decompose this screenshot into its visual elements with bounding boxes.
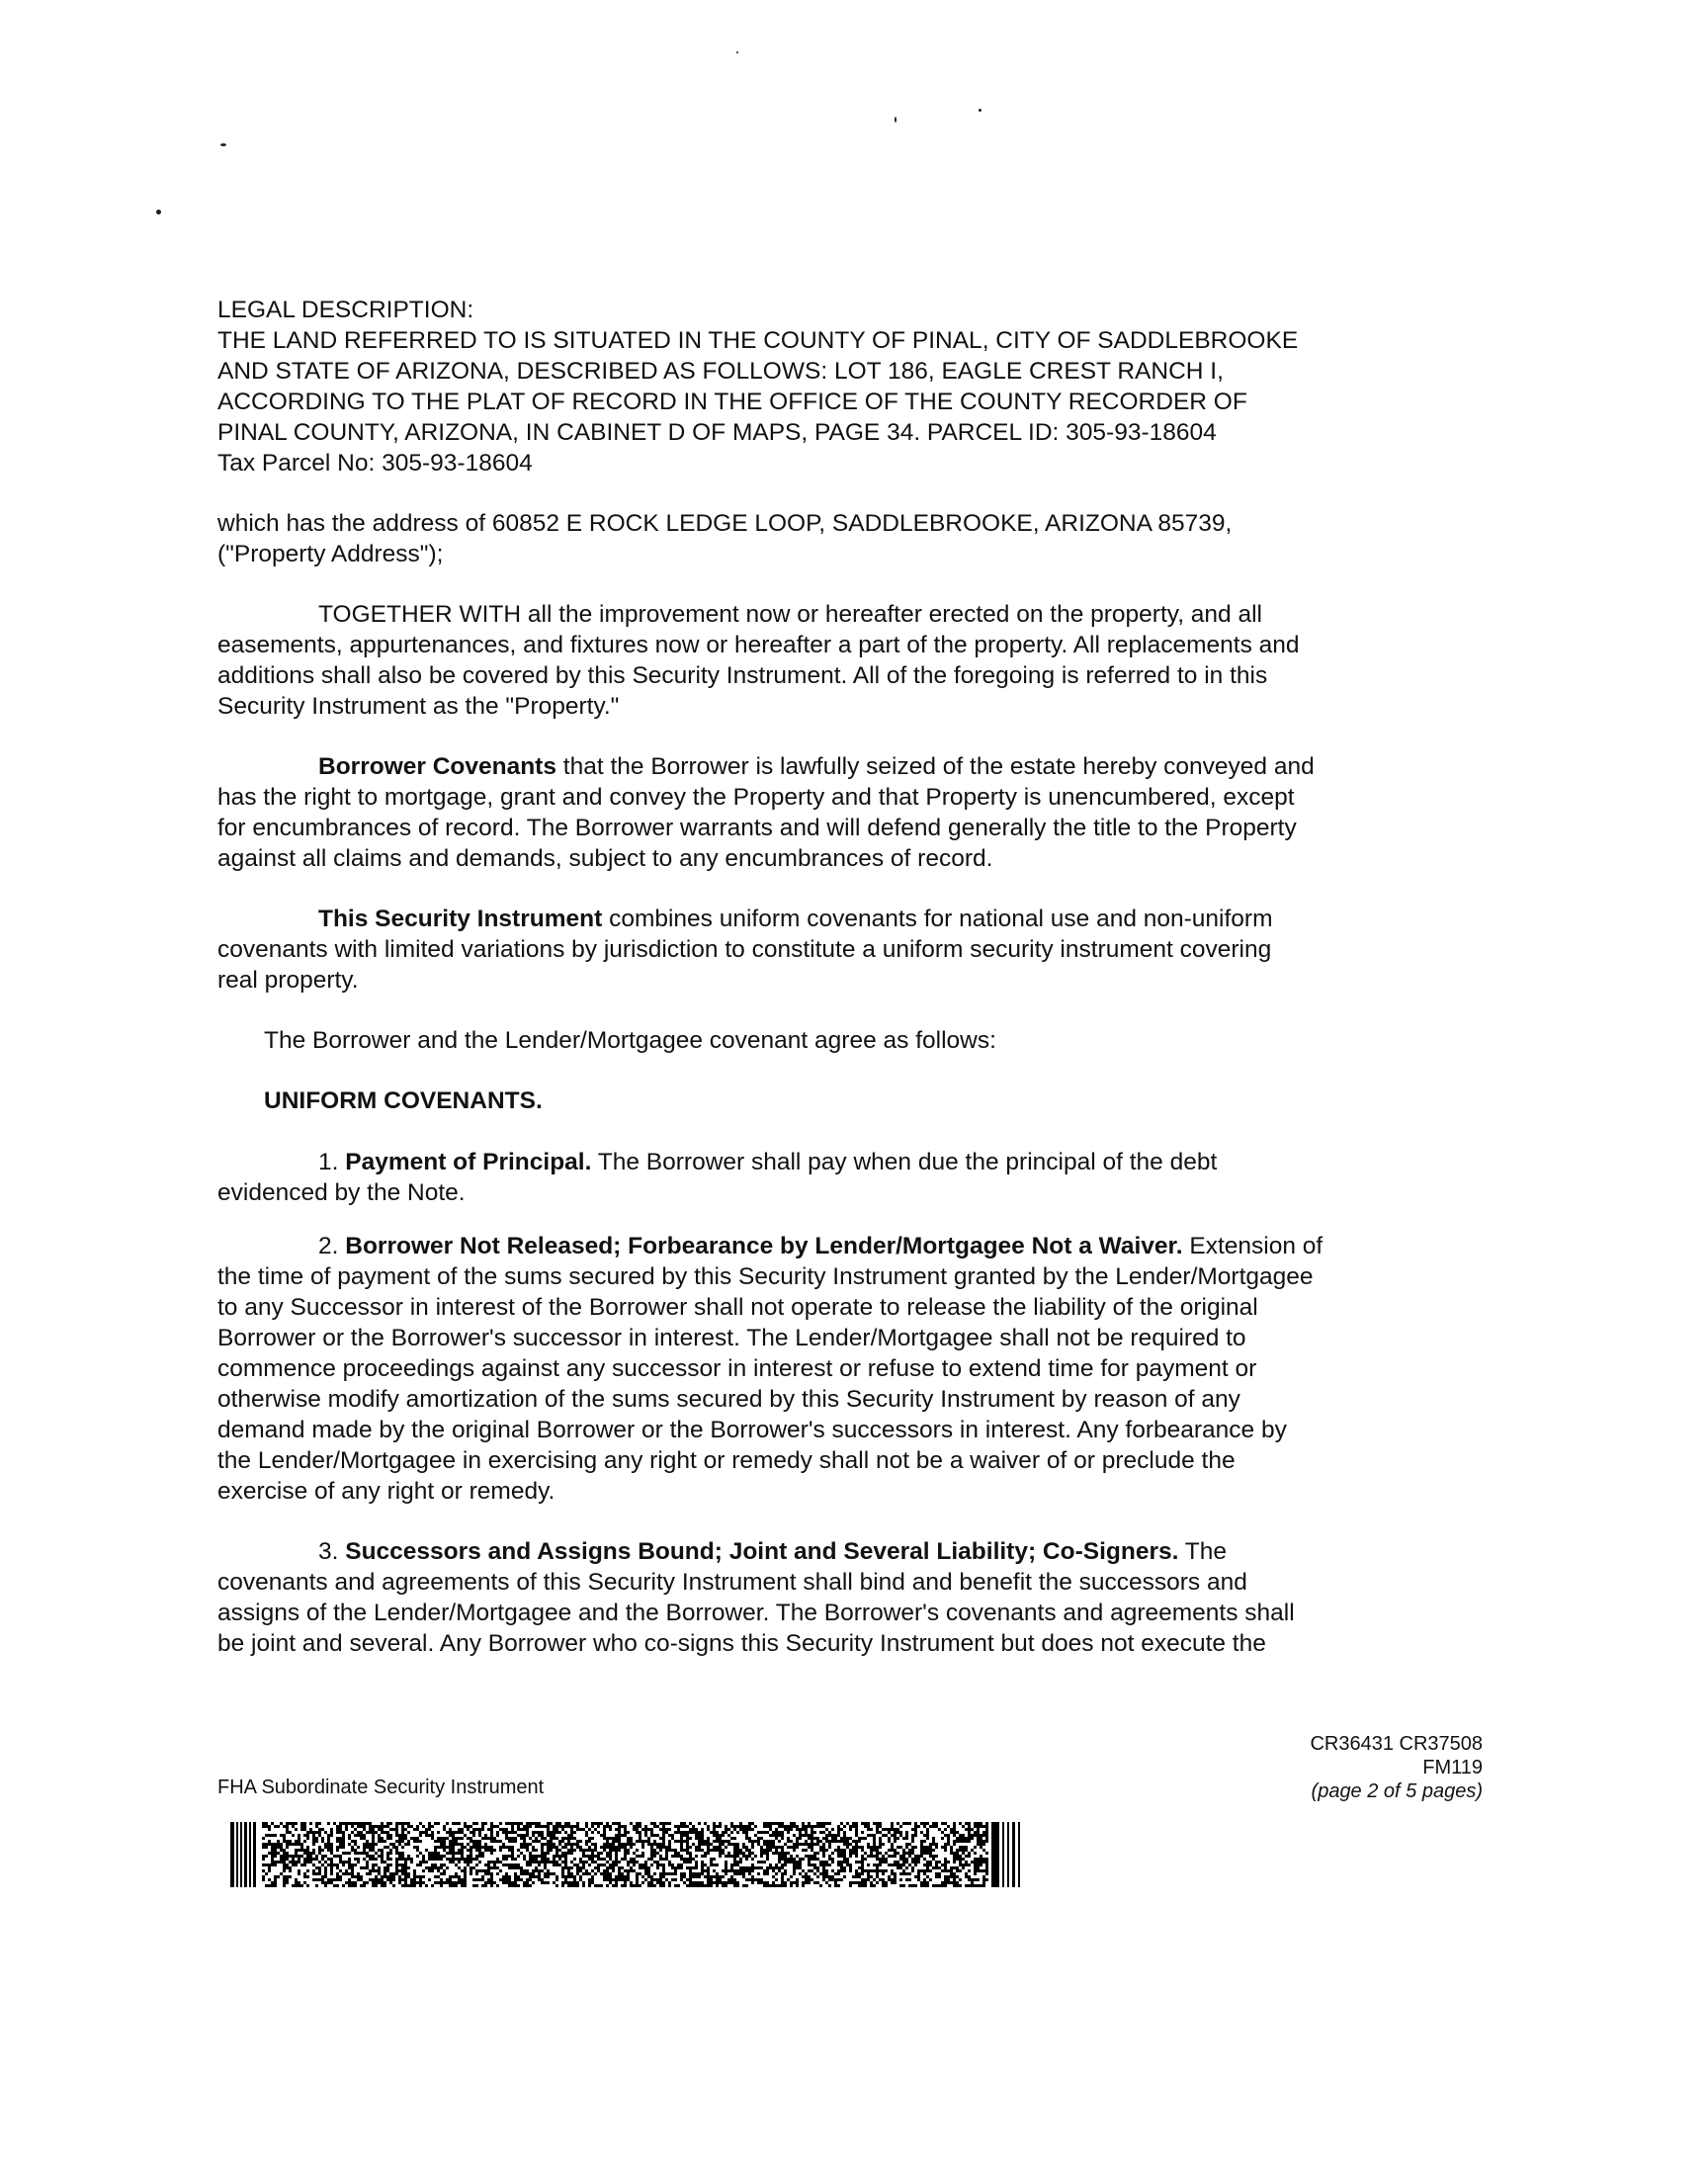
covenant-text: The covenants and agreements of this Security Instrument shall bind and benefit the successors and assigns of the Lender/Mortgagee and the Borrower. The Borrower's covenants and agreements shall be joint and several. Any Borrower who co-signs this Security Instrument but does not execute the xyxy=(217,1538,1295,1657)
legal-description-body: THE LAND REFERRED TO IS SITUATED IN THE COUNTY OF PINAL, CITY OF SADDLEBROOKE AND STATE OF ARIZONA, DESCRIBED AS FOLLOWS: LOT 186, EAGLE CREST RANCH I, ACCORDING TO THE PLAT OF RECORD IN THE OFFICE OF THE COUNTY RECORDER OF PINAL COUNTY, ARIZONA, IN CABINET D OF MAPS, PAGE 34. PARCEL ID: 305-93-18604 xyxy=(217,327,1299,446)
scan-speck xyxy=(736,51,738,53)
borrower-covenants-paragraph xyxy=(217,751,1502,874)
legal-description-heading: LEGAL DESCRIPTION: xyxy=(217,297,474,323)
document-codes: CR36431 CR37508 xyxy=(1310,1733,1483,1755)
scan-speck xyxy=(895,117,897,123)
scan-speck xyxy=(220,143,226,146)
scan-speck xyxy=(156,210,161,215)
covenant-1 xyxy=(217,1147,1502,1208)
page-indicator: (page 2 of 5 pages) xyxy=(1311,1780,1483,1802)
form-id: FM119 xyxy=(1422,1757,1483,1778)
covenant-number: 1. xyxy=(318,1149,346,1175)
security-instrument-term: This Security Instrument xyxy=(318,906,603,932)
borrower-covenants-term: Borrower Covenants xyxy=(318,753,556,780)
borrower-covenants-text: that the Borrower is lawfully seized of the estate hereby conveyed and has the right to mortgage, grant and convey the Property and that Property is unencumbered, except for encumbrances of record. The Borrower warrants and will defend generally the title to the Property against all claims and demands, subject to any encumbrances of record. xyxy=(217,753,1315,872)
property-address-paragraph: which has the address of 60852 E ROCK LEDGE LOOP, SADDLEBROOKE, ARIZONA 85739, ("Property Address"); xyxy=(217,510,1233,567)
covenant-number: 2. xyxy=(318,1233,346,1259)
covenant-number: 3. xyxy=(318,1538,346,1565)
uniform-covenants-title: UNIFORM COVENANTS. xyxy=(264,1087,543,1114)
form-name: FHA Subordinate Security Instrument xyxy=(217,1777,545,1798)
covenant-text: Extension of the time of payment of the sums secured by this Security Instrument granted by the Lender/Mortgagee to any Successor in interest of the Borrower shall not operate to release the liability of the original Borrower or the Borrower's successor in interest. The Lender/Mortgagee shall not be required to commence proceedings against any successor in interest or refuse to extend time for payment or otherwise modify amortization of the sums secured by this Security Instrument by reason of any demand made by the original Borrower or the Borrower's successors in interest. Any forbearance by the Lender/Mortgagee in exercising any right or remedy shall not be a waiver of or preclude the exercise of any right or remedy. xyxy=(217,1233,1324,1505)
uniform-covenants-heading xyxy=(264,1085,1549,1116)
footer-codes-block xyxy=(1186,1732,1483,1803)
scan-speck xyxy=(979,109,982,112)
together-with-paragraph: TOGETHER WITH all the improvement now or hereafter erected on the property, and all easements, appurtenances, and fixtures now or hereafter a part of the property. All replacements and additions shall also be covered by this Security Instrument. All of the foregoing is referred to in this Security Instrument as the "Property." xyxy=(217,601,1300,720)
covenant-title: Payment of Principal. xyxy=(345,1149,592,1175)
barcode-image xyxy=(230,1822,1021,1887)
covenant-agreement-line: The Borrower and the Lender/Mortgagee covenant agree as follows: xyxy=(264,1027,996,1054)
security-instrument-paragraph xyxy=(217,904,1502,996)
covenant-text: The Borrower shall pay when due the principal of the debt evidenced by the Note. xyxy=(217,1149,1218,1206)
covenant-2 xyxy=(217,1231,1502,1507)
covenant-title: Successors and Assigns Bound; Joint and Several Liability; Co-Signers. xyxy=(345,1538,1179,1565)
covenant-3 xyxy=(217,1536,1502,1659)
covenant-title: Borrower Not Released; Forbearance by Lender/Mortgagee Not a Waiver. xyxy=(345,1233,1183,1259)
tax-parcel-number: Tax Parcel No: 305-93-18604 xyxy=(217,450,533,477)
security-instrument-text: combines uniform covenants for national use and non-uniform covenants with limited variations by jurisdiction to constitute a uniform security instrument covering real property. xyxy=(217,906,1273,994)
